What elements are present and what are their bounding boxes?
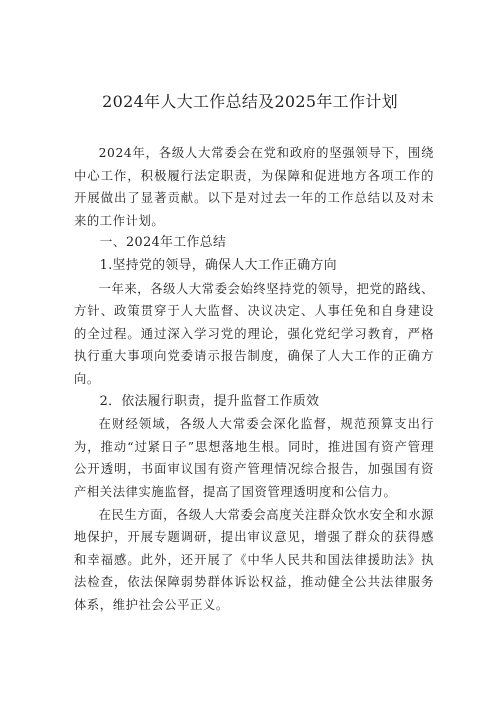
paragraph-finance-supervision: 在财经领域，各级人大常委会深化监督，规范预算支出行为，推动“过紧日子”思想落地生根。同时，推进国有资产管理公开透明，书面审议国有资产管理情况综合报告，加强国有资产相关法律实施监督，提高了国资管理透明度和公信力。 — [74, 417, 434, 499]
paragraph-party-leadership: 一年来，各级人大常委会始终坚持党的领导，把党的路线、方针、政策贯穿于人大监督、决议决定、人事任免和自身建设的全过程。通过深入学习党的理论，强化党纪学习教育，严格执行重大事项向党委请示报告制度，确保了人大工作的正确方向。 — [74, 281, 434, 386]
document-title: 2024年人大工作总结及2025年工作计划 — [102, 92, 398, 111]
subsection-heading-1: 1.坚持党的领导，确保人大工作正确方向 — [99, 257, 337, 273]
paragraph-livelihood: 在民生方面，各级人大常委会高度关注群众饮水安全和水源地保护，开展专题调研，提出审议意见，增强了群众的获得感和幸福感。此外，还开展了《中华人民共和国法律援助法》执法检查，依法保障弱势群体诉讼权益，推动健全公共法律服务体系，维护社会公平正义。 — [74, 507, 434, 612]
section-heading-summary: 一、2024年工作总结 — [99, 235, 227, 251]
subsection-heading-2: 2．依法履行职责，提升监督工作质效 — [99, 393, 320, 409]
document-body — [74, 142, 434, 616]
intro-paragraph: 2024年，各级人大常委会在党和政府的坚强领导下，围绕中心工作，积极履行法定职责，为保障和促进地方各项工作的开展做出了显著贡献。以下是对过去一年的工作总结以及对未来的工作计划。 — [74, 146, 434, 228]
